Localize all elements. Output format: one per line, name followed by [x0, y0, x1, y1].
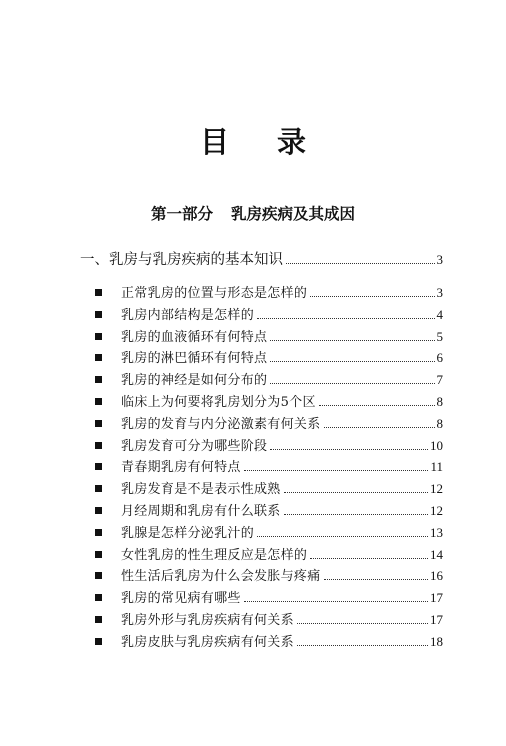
square-bullet-icon	[95, 463, 102, 470]
dot-leader	[319, 405, 435, 406]
square-bullet-icon	[95, 398, 102, 405]
toc-entry-text: 乳腺是怎样分泌乳汁的	[121, 525, 255, 541]
toc-entry[interactable]	[95, 347, 443, 369]
toc-entry-page-number: 13	[430, 524, 443, 540]
toc-entry-page-number: 10	[430, 437, 443, 453]
toc-entry[interactable]	[95, 478, 443, 500]
toc-entry-page-number: 8	[436, 393, 443, 409]
toc-entry-text: 女性乳房的性生理反应是怎样的	[121, 547, 308, 563]
toc-entry-text: 乳房发育可分为哪些阶段	[121, 438, 268, 454]
square-bullet-icon	[95, 507, 102, 514]
toc-entry-page-number: 16	[430, 568, 443, 584]
toc-entry[interactable]	[95, 391, 443, 413]
toc-entry[interactable]	[95, 304, 443, 326]
dot-leader	[270, 449, 428, 450]
toc-entry[interactable]	[95, 522, 443, 544]
toc-entry-text: 性生活后乳房为什么会发胀与疼痛	[121, 569, 321, 585]
square-bullet-icon	[95, 551, 102, 558]
chapter-page-number: 3	[436, 252, 443, 267]
toc-entry-page-number: 14	[430, 546, 443, 562]
toc-entry-page-number: 12	[430, 502, 443, 518]
toc-entry-text: 乳房内部结构是怎样的	[121, 307, 255, 323]
toc-entry[interactable]	[95, 456, 443, 478]
dot-leader	[284, 492, 428, 493]
page-title: 目录	[199, 125, 354, 159]
dot-leader	[324, 427, 435, 428]
toc-entry[interactable]	[95, 369, 443, 391]
dot-leader	[284, 514, 428, 515]
dot-leader	[270, 361, 434, 362]
toc-entry-text: 乳房的发育与内分泌激素有何关系	[121, 416, 321, 432]
toc-entry-page-number: 17	[430, 611, 443, 627]
toc-entry-page-number: 6	[436, 350, 443, 366]
toc-entry-page-number: 5	[436, 328, 443, 344]
dot-leader	[297, 623, 428, 624]
part-heading	[0, 202, 506, 224]
dot-leader	[297, 645, 428, 646]
square-bullet-icon	[95, 572, 102, 579]
square-bullet-icon	[95, 485, 102, 492]
toc-entry[interactable]	[95, 631, 443, 653]
toc-entry[interactable]	[95, 544, 443, 566]
dot-leader	[244, 601, 428, 602]
square-bullet-icon	[95, 376, 102, 383]
square-bullet-icon	[95, 289, 102, 296]
dot-leader	[286, 263, 435, 264]
dot-leader	[310, 296, 434, 297]
toc-entry-page-number: 3	[436, 285, 443, 300]
square-bullet-icon	[95, 616, 102, 623]
dot-leader	[270, 383, 434, 384]
dot-leader	[324, 579, 428, 580]
toc-entry-text: 乳房发育是不是表示性成熟	[121, 482, 281, 498]
toc-entry[interactable]	[95, 609, 443, 631]
part-name: 乳房疾病及其成因	[231, 205, 356, 223]
toc-entry-text: 乳房的血液循环有何特点	[121, 329, 268, 345]
toc-entry-text: 乳房的淋巴循环有何特点	[121, 351, 268, 367]
square-bullet-icon	[95, 311, 102, 318]
toc-entry[interactable]	[95, 282, 443, 304]
square-bullet-icon	[95, 594, 102, 601]
dot-leader	[270, 340, 434, 341]
toc-entry-list	[95, 282, 443, 653]
toc-entry-text: 月经周期和乳房有什么联系	[121, 503, 281, 519]
toc-entry-page-number: 11	[430, 459, 443, 475]
toc-entry-text: 青春期乳房有何特点	[121, 460, 241, 476]
square-bullet-icon	[95, 333, 102, 340]
chapter-heading[interactable]	[80, 248, 443, 269]
toc-entry-text: 正常乳房的位置与形态是怎样的	[121, 286, 308, 301]
toc-entry-page-number: 4	[436, 306, 443, 322]
toc-entry[interactable]	[95, 500, 443, 522]
dot-leader	[257, 318, 434, 319]
part-number: 第一部分	[150, 205, 213, 223]
toc-entry[interactable]	[95, 587, 443, 609]
toc-entry[interactable]	[95, 435, 443, 457]
toc-entry-text: 乳房的常见病有哪些	[121, 591, 241, 607]
toc-entry[interactable]	[95, 326, 443, 348]
square-bullet-icon	[95, 638, 102, 645]
toc-entry[interactable]	[95, 565, 443, 587]
dot-leader	[310, 558, 428, 559]
chapter-label: 一、乳房与乳房疾病的基本知识	[80, 252, 283, 268]
toc-entry-page-number: 17	[430, 590, 443, 606]
dot-leader	[244, 470, 429, 471]
square-bullet-icon	[95, 354, 102, 361]
toc-entry-page-number: 12	[430, 481, 443, 497]
toc-entry-text: 乳房的神经是如何分布的	[121, 373, 268, 389]
square-bullet-icon	[95, 529, 102, 536]
toc-entry-text: 乳房皮肤与乳房疾病有何关系	[121, 634, 294, 650]
toc-entry-page-number: 8	[436, 415, 443, 431]
toc-entry[interactable]	[95, 413, 443, 435]
dot-leader	[257, 536, 428, 537]
square-bullet-icon	[95, 420, 102, 427]
square-bullet-icon	[95, 442, 102, 449]
toc-entry-text: 乳房外形与乳房疾病有何关系	[121, 612, 294, 628]
toc-entry-page-number: 18	[430, 633, 443, 649]
toc-entry-text: 临床上为何要将乳房划分为5个区	[121, 394, 316, 410]
toc-entry-page-number: 7	[436, 372, 443, 388]
